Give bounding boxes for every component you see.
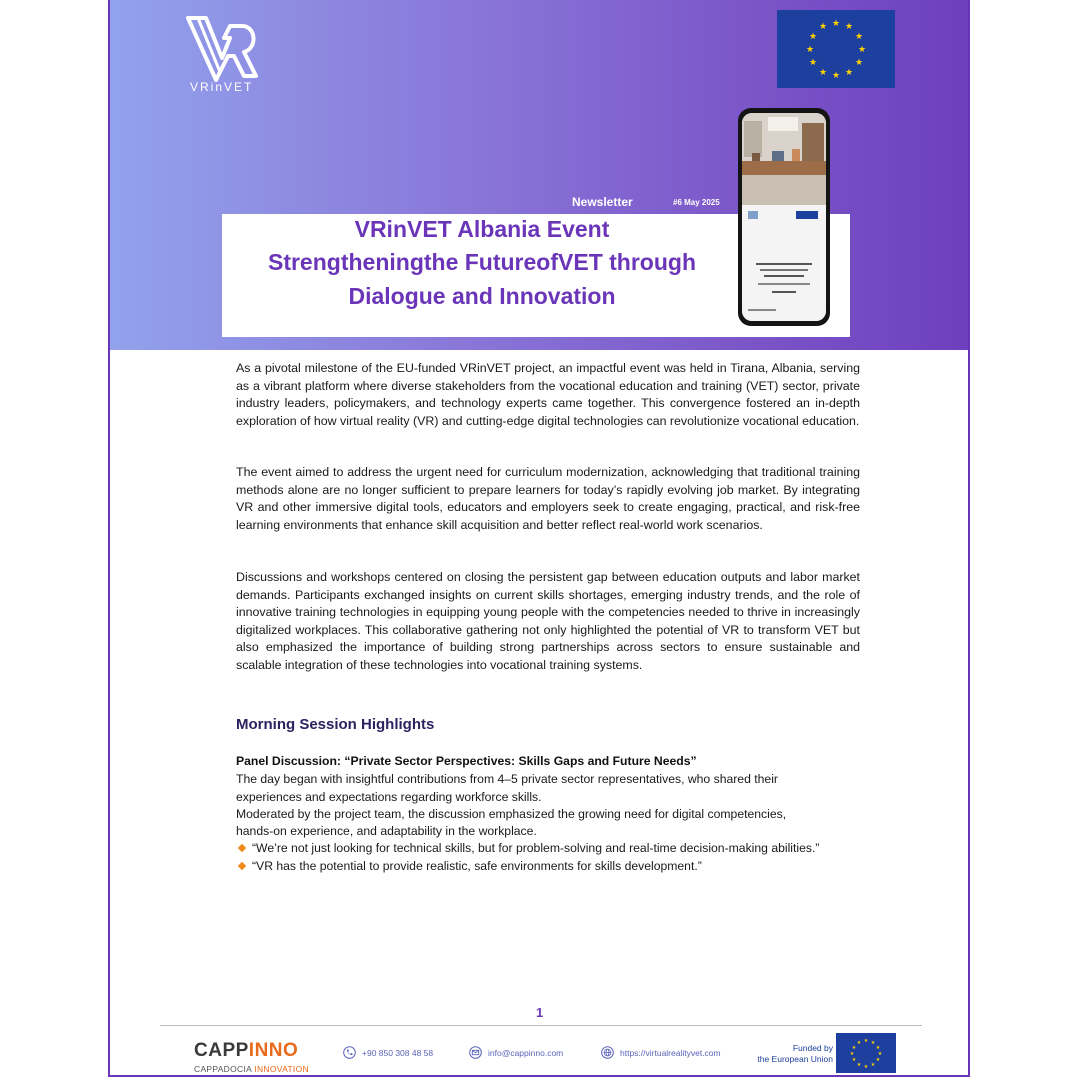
svg-text:★: ★ bbox=[818, 68, 828, 78]
svg-text:★: ★ bbox=[818, 22, 828, 32]
svg-text:★: ★ bbox=[851, 1057, 857, 1063]
svg-text:★: ★ bbox=[808, 58, 818, 68]
funded-line-1: Funded by bbox=[792, 1043, 833, 1053]
issue-date: #6 May 2025 bbox=[673, 198, 720, 207]
quote-text: “We’re not just looking for technical skills, but for problem-solving and real-time decision-making abilities.” bbox=[252, 841, 820, 855]
svg-text:★: ★ bbox=[877, 1051, 883, 1057]
panel-title: Panel Discussion: “Private Sector Perspectives: Skills Gaps and Future Needs” bbox=[236, 754, 697, 768]
panel-text-line: experiences and expectations regarding workforce skills. bbox=[236, 790, 542, 804]
svg-text:★: ★ bbox=[849, 1051, 855, 1057]
contact-phone[interactable] bbox=[343, 1046, 433, 1059]
page-number: 1 bbox=[536, 1005, 544, 1020]
svg-text:★: ★ bbox=[856, 1040, 862, 1046]
title-line-3: Dialogue and Innovation bbox=[348, 283, 616, 309]
svg-text:★: ★ bbox=[831, 71, 841, 81]
svg-text:★: ★ bbox=[870, 1040, 876, 1046]
quote-text: “VR has the potential to provide realistic, safe environments for skills development.” bbox=[252, 859, 702, 873]
svg-text:★: ★ bbox=[863, 1038, 869, 1044]
svg-text:★: ★ bbox=[808, 32, 818, 42]
header-banner bbox=[110, 0, 968, 350]
svg-text:★: ★ bbox=[851, 1045, 857, 1051]
svg-text:★: ★ bbox=[854, 58, 864, 68]
svg-text:★: ★ bbox=[870, 1062, 876, 1068]
panel-text-line: The day began with insightful contributions from 4–5 private sector representatives, who shared their bbox=[236, 772, 778, 786]
svg-text:★: ★ bbox=[875, 1045, 881, 1051]
logo-text: VRinVET bbox=[190, 80, 254, 94]
svg-text:★: ★ bbox=[857, 45, 867, 55]
logo-main-b: INNO bbox=[248, 1040, 299, 1061]
email-icon bbox=[469, 1046, 482, 1059]
aim-paragraph: The event aimed to address the urgent need for curriculum modernization, acknowledging that traditional training methods alone are no longer sufficient to prepare learners for today’s rapidly evolving job market. By integrating VR and other immersive digital tools, educators and employers seek to create engaging, practical, and risk-free learning environments that enhance skill acquisition and better reflect real-world work scenarios. bbox=[236, 465, 860, 532]
cappinno-logo bbox=[194, 1040, 309, 1074]
bullet-diamond-icon bbox=[238, 862, 246, 870]
email-address: info@cappinno.com bbox=[488, 1047, 564, 1058]
funded-line-2: the European Union bbox=[757, 1054, 833, 1064]
bullet-diamond-icon bbox=[238, 844, 246, 852]
svg-text:★: ★ bbox=[863, 1064, 869, 1070]
quote-item bbox=[236, 859, 702, 873]
contact-website[interactable] bbox=[601, 1046, 721, 1059]
newsletter-page bbox=[108, 0, 970, 1077]
logo-sub-b: INNOVATION bbox=[254, 1064, 309, 1074]
funded-by-text bbox=[735, 1043, 833, 1065]
event-photo-phone bbox=[738, 108, 830, 326]
intro-paragraph: As a pivotal milestone of the EU-funded VRinVET project, an impactful event was held in Tirana, Albania, serving as a vibrant platform where diverse stakeholders from the vocational education and training (VET) sector, private industry leaders, policymakers, and technology experts came together. This convergence fostered an in-depth exploration of how virtual reality (VR) and cutting-edge digital technologies can revolutionize vocational education. bbox=[236, 361, 860, 428]
title-line-2: Strengtheningthe FutureofVET through bbox=[267, 249, 696, 275]
contact-email[interactable] bbox=[469, 1046, 563, 1059]
logo-sub-a: CAPPADOCIA bbox=[194, 1064, 255, 1074]
newsletter-label: Newsletter bbox=[572, 195, 633, 209]
website-link: https://virtualrealityvet.com bbox=[620, 1047, 721, 1058]
panel-text-line: hands-on experience, and adaptability in the workplace. bbox=[236, 824, 537, 838]
logo-main-a: CAPP bbox=[194, 1040, 249, 1061]
svg-text:★: ★ bbox=[856, 1062, 862, 1068]
event-photo bbox=[742, 113, 826, 321]
discussion-paragraph: Discussions and workshops centered on closing the persistent gap between education outputs and labor market demands. Participants exchanged insights on current skills shortages, emerging industry trends, and the role of innovative training technologies in equipping young people with the competencies needed to thrive in increasingly digitalized workplaces. This collaborative gathering not only highlighted the potential of VR to transform VET but also emphasized the importance of building strong partnerships across sectors to ensure sustainable and scalable integration of these technologies into vocational training systems. bbox=[236, 570, 860, 672]
eu-flag-icon bbox=[777, 10, 895, 88]
svg-text:★: ★ bbox=[875, 1057, 881, 1063]
quote-item bbox=[236, 841, 819, 855]
phone-icon bbox=[343, 1046, 356, 1059]
svg-text:★: ★ bbox=[805, 45, 815, 55]
svg-text:★: ★ bbox=[844, 68, 854, 78]
phone-number: +90 850 308 48 58 bbox=[362, 1047, 434, 1058]
footer-divider bbox=[160, 1025, 922, 1026]
section-heading: Morning Session Highlights bbox=[236, 716, 435, 733]
panel-text-line: Moderated by the project team, the discussion emphasized the growing need for digital competencies, bbox=[236, 807, 787, 821]
eu-flag-bottom-icon bbox=[836, 1033, 896, 1073]
title-line-1: VRinVET Albania Event bbox=[354, 216, 610, 242]
svg-text:★: ★ bbox=[844, 22, 854, 32]
globe-icon bbox=[601, 1046, 614, 1059]
svg-text:★: ★ bbox=[831, 19, 841, 29]
svg-text:★: ★ bbox=[854, 32, 864, 42]
